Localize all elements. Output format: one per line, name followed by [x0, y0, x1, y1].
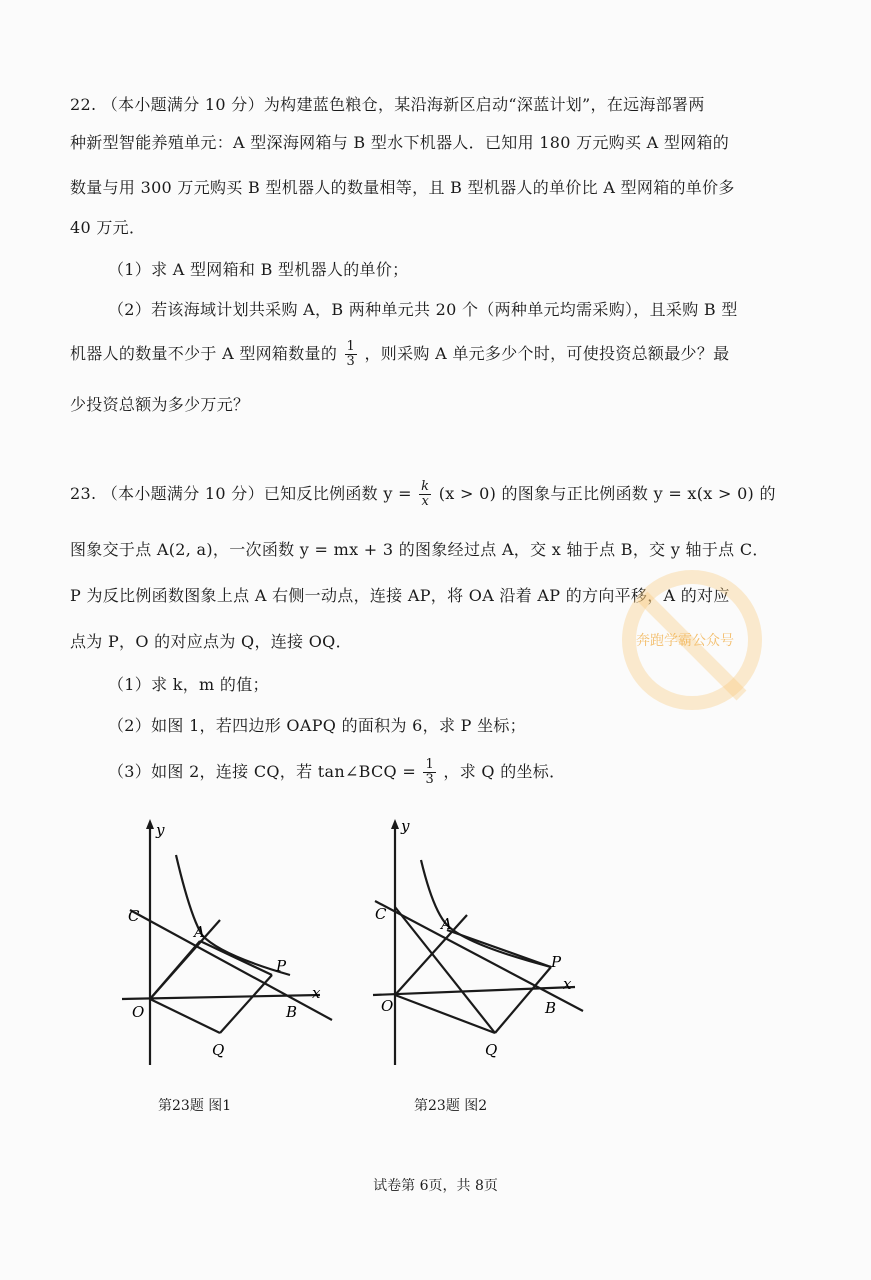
- fraction-numerator: k: [421, 479, 430, 494]
- fraction-numerator: 1: [425, 757, 435, 772]
- q22-fraction-one-third: [345, 340, 358, 369]
- figure-1-caption: 第23题 图1: [158, 1098, 232, 1114]
- label-q: Q: [485, 1041, 498, 1059]
- label-p: P: [551, 953, 562, 971]
- q23-line-1-post: (x > 0) 的图象与正比例函数 y = x(x > 0) 的: [438, 484, 776, 503]
- label-b: B: [286, 1003, 298, 1021]
- q22-part-1: （1）求 A 型网箱和 B 型机器人的单价；: [108, 260, 409, 279]
- fraction-denominator: 3: [346, 354, 356, 369]
- segment-pq: [495, 967, 551, 1033]
- fraction-numerator: 1: [346, 339, 356, 354]
- q22-part-2-line-3: 少投资总额为多少万元？: [70, 395, 250, 414]
- label-o: O: [132, 1003, 145, 1021]
- label-y: y: [401, 817, 410, 835]
- label-a: A: [441, 915, 452, 933]
- watermark-text: 奔跑学霸公众号: [636, 633, 734, 649]
- q23-fraction-k-over-x: [419, 480, 431, 509]
- label-q: Q: [212, 1041, 225, 1059]
- label-o: O: [381, 997, 394, 1015]
- q22-part-2-line-1: （2）若该海域计划共采购 A，B 两种单元共 20 个（两种单元均需采购），且采购 B 型: [108, 300, 738, 319]
- y-axis-arrow: [146, 819, 154, 829]
- q22-part-2-text-post: ，则采购 A 单元多少个时，可使投资总额最少？最: [364, 344, 730, 363]
- fraction-denominator: x: [421, 494, 430, 509]
- q23-part-2: （2）如图 1，若四边形 OAPQ 的面积为 6，求 P 坐标；: [108, 716, 526, 735]
- q22-line-3: 数量与用 300 万元购买 B 型机器人的数量相等，且 B 型机器人的单价比 A 型网箱的单价多: [70, 178, 735, 197]
- figure-2: [355, 815, 595, 1075]
- label-x: x: [312, 984, 321, 1002]
- label-b: B: [545, 999, 557, 1017]
- q22-part-2-line-2: [70, 340, 729, 369]
- segment-oa: [150, 941, 200, 999]
- figure-1: [110, 815, 350, 1075]
- q22-line-2: 种新型智能养殖单元：A 型深海网箱与 B 型水下机器人．已知用 180 万元购买 A 型网箱的: [70, 133, 730, 152]
- label-x: x: [563, 975, 572, 993]
- label-p: P: [276, 957, 287, 975]
- label-c: C: [375, 905, 387, 923]
- label-c: C: [128, 907, 140, 925]
- label-y: y: [156, 821, 165, 839]
- segment-oq: [150, 999, 220, 1033]
- q23-line-3: P 为反比例函数图象上点 A 右侧一动点，连接 AP，将 OA 沿着 AP 的方向平移，A 的对应: [70, 586, 730, 605]
- q22-line-1: 22. （本小题满分 10 分）为构建蓝色粮仓，某沿海新区启动“深蓝计划”，在远海部署两: [70, 95, 705, 114]
- q23-line-4: 点为 P，O 的对应点为 Q，连接 OQ．: [70, 632, 352, 651]
- q23-line-1-pre: 23. （本小题满分 10 分）已知反比例函数 y =: [70, 484, 412, 503]
- q23-part-3-pre: （3）如图 2，连接 CQ，若 tan∠BCQ =: [108, 762, 417, 781]
- q22-line-4: 40 万元．: [70, 218, 146, 237]
- segment-ap: [200, 941, 272, 975]
- y-axis-arrow: [391, 819, 399, 829]
- q23-part-3: [108, 758, 565, 787]
- fraction-denominator: 3: [425, 772, 435, 787]
- segment-pq: [220, 975, 272, 1033]
- page-footer: 试卷第 6页，共 8页: [373, 1178, 498, 1194]
- q23-part-1: （1）求 k，m 的值；: [108, 675, 269, 694]
- figure-2-caption: 第23题 图2: [414, 1098, 488, 1114]
- q23-line-2: 图象交于点 A(2, a)，一次函数 y = mx + 3 的图象经过点 A，交 x 轴于点 B，交 y 轴于点 C．: [70, 540, 769, 559]
- q22-part-2-text-pre: 机器人的数量不少于 A 型网箱数量的: [70, 344, 338, 363]
- q23-fraction-one-third: [423, 758, 436, 787]
- q23-part-3-post: ，求 Q 的坐标．: [443, 762, 566, 781]
- label-a: A: [194, 923, 205, 941]
- q23-line-1: [70, 480, 776, 509]
- inverse-curve: [421, 860, 551, 967]
